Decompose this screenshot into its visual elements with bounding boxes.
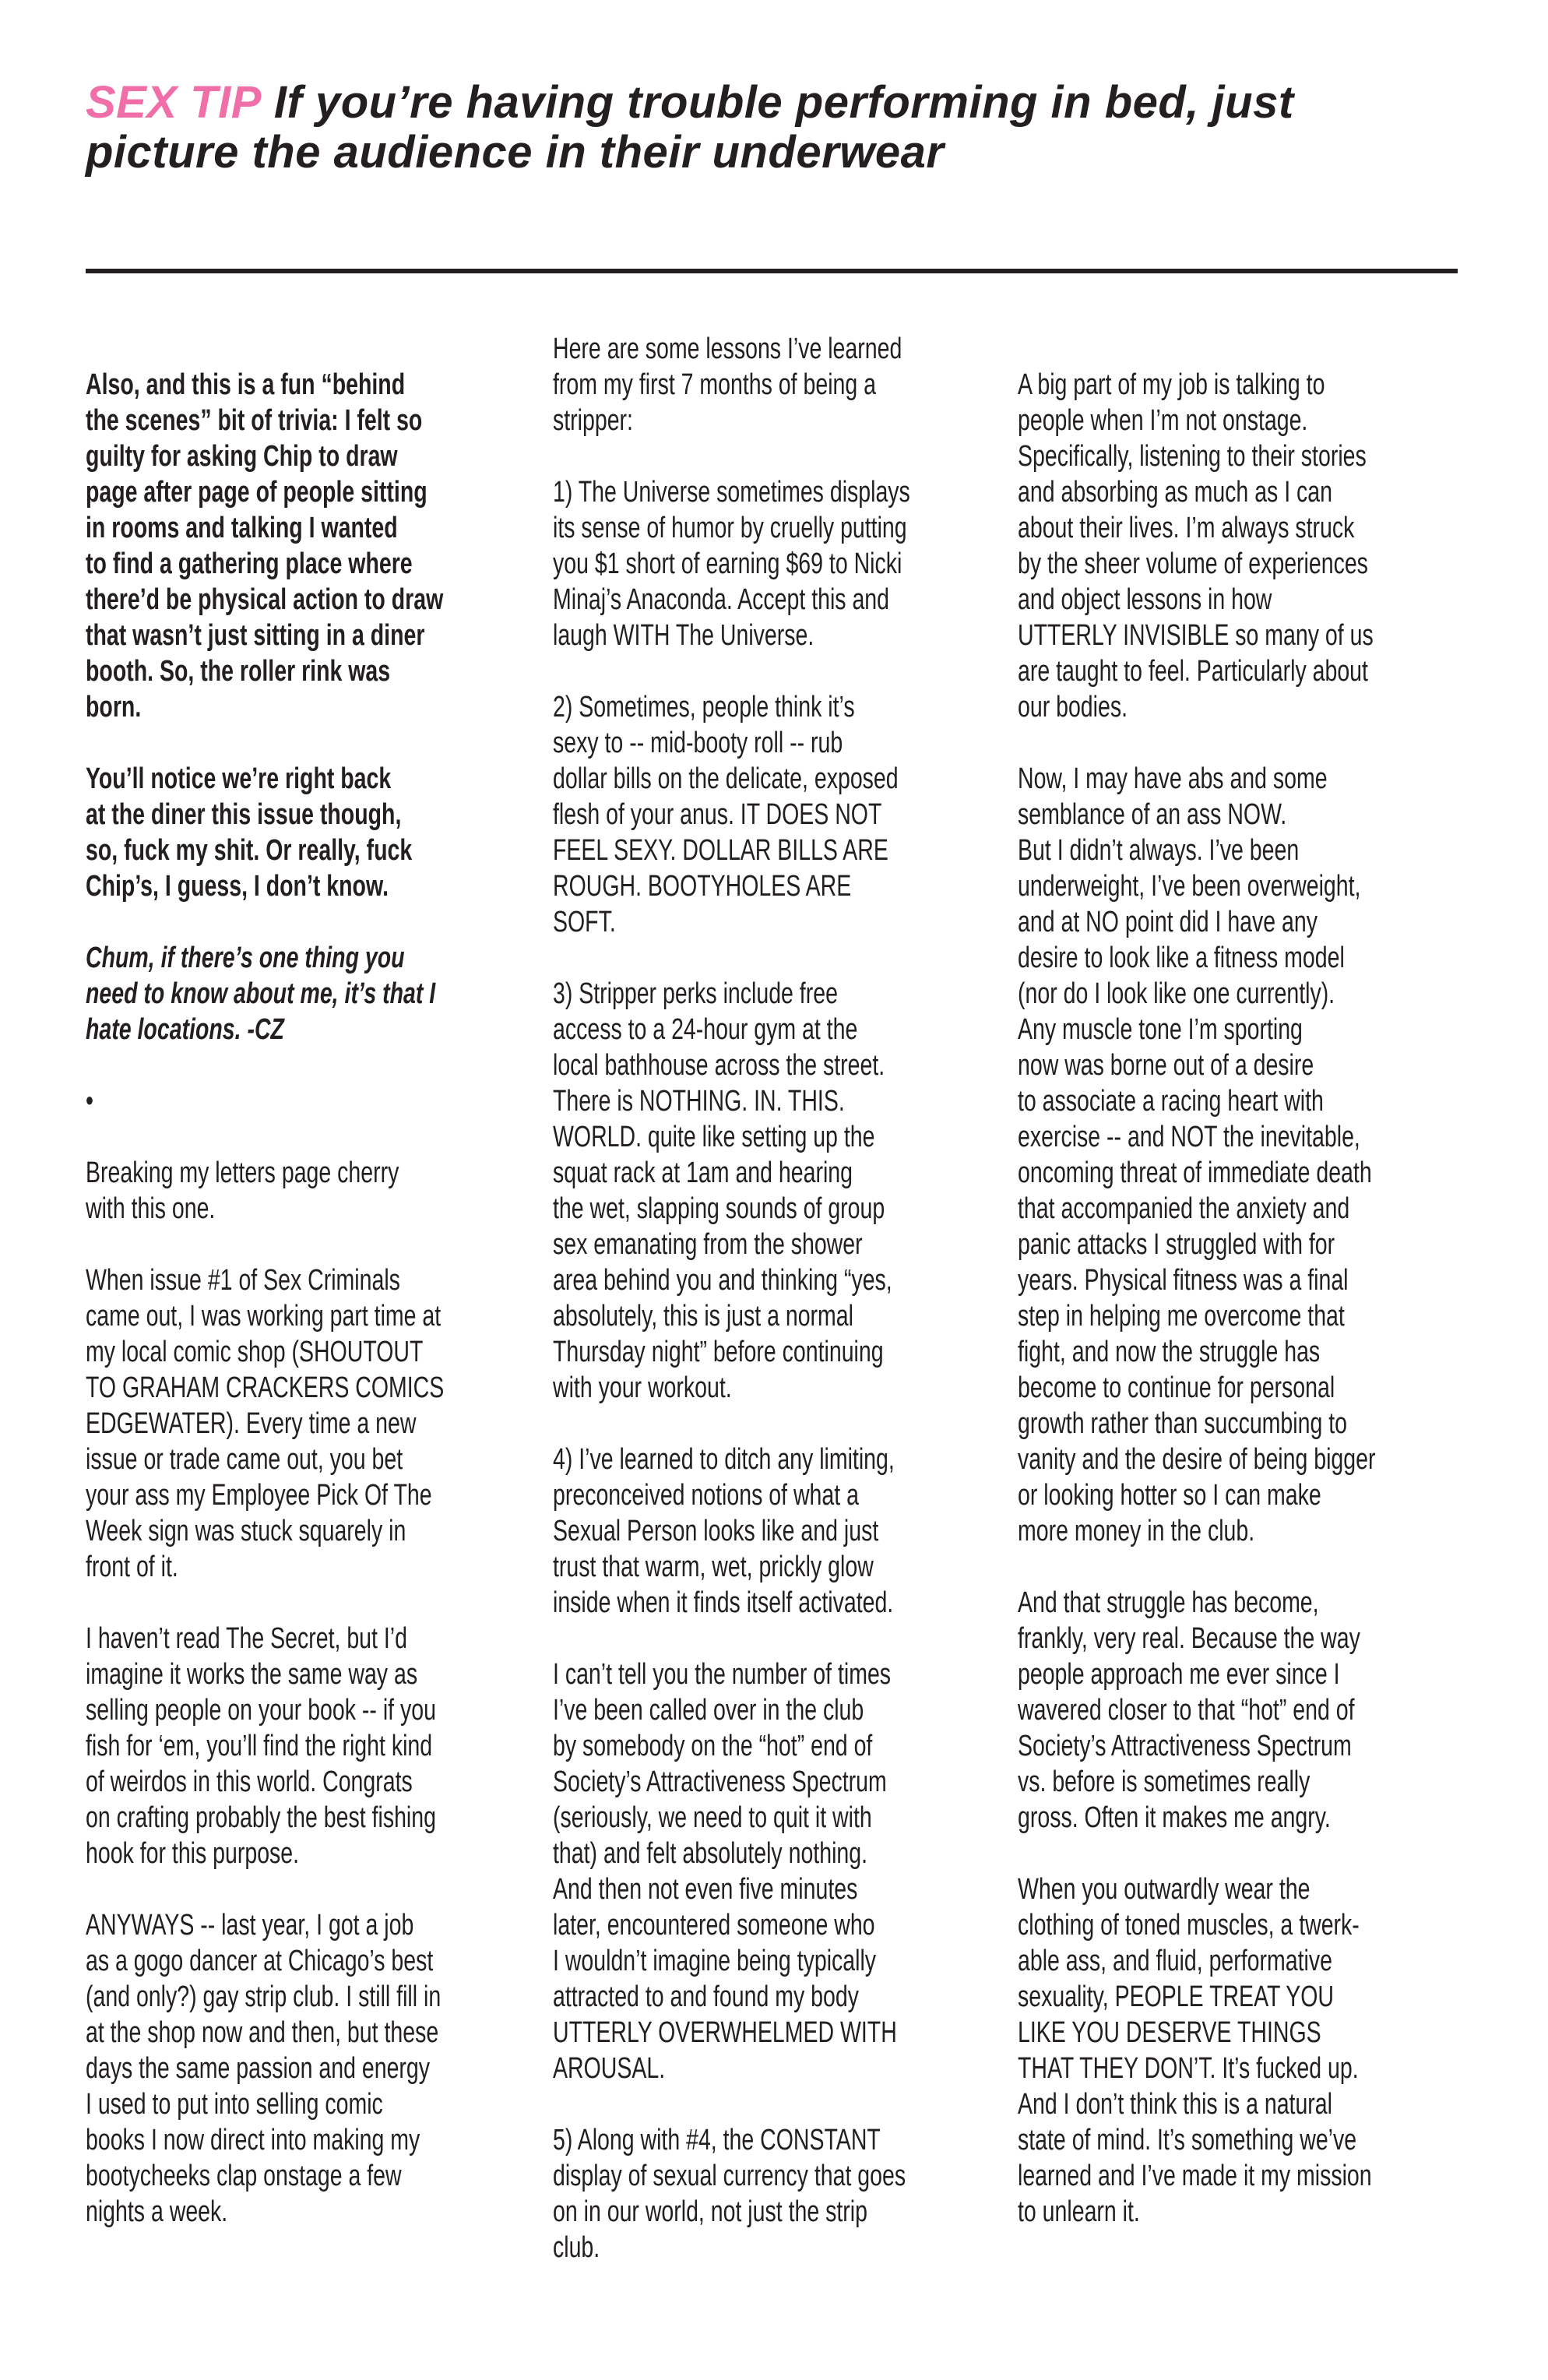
text-line: to associate a racing heart with [1018, 1085, 1324, 1118]
paragraph [86, 1262, 529, 1585]
text-line: stripper: [553, 404, 633, 437]
text-line: Society’s Attractiveness Spectrum [1018, 1730, 1352, 1762]
text-line: born. [86, 691, 142, 724]
text-line: about their lives. I’m always struck [1018, 512, 1355, 544]
text-line: oncoming threat of immediate death [1018, 1157, 1372, 1189]
text-line: from my first 7 months of being a [553, 368, 876, 401]
column-1 [86, 367, 529, 2230]
text-line: nights a week. [86, 2195, 228, 2228]
text-line: gross. Often it makes me angry. [1018, 1801, 1331, 1834]
paragraph [553, 474, 997, 653]
text-line: Also, and this is a fun “behind [86, 368, 406, 401]
text-line: You’ll notice we’re right back [86, 762, 392, 795]
text-line: 5) Along with #4, the CONSTANT [553, 2124, 881, 2156]
text-line: I wouldn’t imagine being typically [553, 1945, 877, 1977]
text-line: hook for this purpose. [86, 1837, 300, 1870]
text-line: squat rack at 1am and hearing [553, 1157, 853, 1189]
paragraph [1018, 1585, 1462, 1836]
paragraph [86, 940, 529, 1047]
paragraph [86, 1083, 529, 1119]
text-line: came out, I was working part time at [86, 1300, 442, 1333]
text-line: people approach me ever since I [1018, 1658, 1340, 1691]
text-line: Week sign was stuck squarely in [86, 1515, 406, 1547]
text-line: panic attacks I struggled with for [1018, 1228, 1335, 1261]
text-line: at the shop now and then, but these [86, 2016, 439, 2049]
sex-tip-text-line2: picture the audience in their underwear [86, 127, 945, 178]
text-line: hate locations. -CZ [86, 1013, 284, 1046]
paragraph [86, 1907, 529, 2230]
text-line: so, fuck my shit. Or really, fuck [86, 834, 413, 867]
text-line: on crafting probably the best fishing [86, 1801, 436, 1834]
text-line: • [86, 1085, 93, 1118]
text-line: club. [553, 2231, 600, 2264]
text-line: preconceived notions of what a [553, 1479, 859, 1512]
text-line: bootycheeks clap onstage a few [86, 2160, 402, 2192]
text-line: days the same passion and energy [86, 2052, 431, 2085]
text-line: of weirdos in this world. Congrats [86, 1766, 413, 1798]
text-line: UTTERLY INVISIBLE so many of us [1018, 619, 1374, 652]
text-line: 4) I’ve learned to ditch any limiting, [553, 1443, 895, 1476]
text-line: And then not even five minutes [553, 1873, 858, 1906]
text-line: front of it. [86, 1551, 178, 1583]
text-line: Thursday night” before continuing [553, 1336, 884, 1368]
text-line: at the diner this issue though, [86, 798, 402, 831]
text-line: are taught to feel. Particularly about [1018, 655, 1368, 688]
text-line: Now, I may have abs and some [1018, 762, 1328, 795]
text-line: or looking hotter so I can make [1018, 1479, 1321, 1512]
text-line: Here are some lessons I’ve learned [553, 333, 902, 365]
text-line: I can’t tell you the number of times [553, 1658, 892, 1691]
text-line: now was borne out of a desire [1018, 1049, 1314, 1082]
text-line: 1) The Universe sometimes displays [553, 476, 910, 509]
text-line: flesh of your anus. IT DOES NOT [553, 798, 882, 831]
text-line: TO GRAHAM CRACKERS COMICS [86, 1371, 445, 1404]
text-line: absolutely, this is just a normal [553, 1300, 853, 1333]
text-line: THAT THEY DON’T. It’s fucked up. [1018, 2052, 1359, 2085]
text-line: inside when it finds itself activated. [553, 1586, 894, 1619]
text-line: people when I’m not onstage. [1018, 404, 1308, 437]
text-line: issue or trade came out, you bet [86, 1443, 403, 1476]
text-line: LIKE YOU DESERVE THINGS [1018, 2016, 1321, 2049]
text-line: guilty for asking Chip to draw [86, 440, 398, 473]
text-line: fish for ‘em, you’ll find the right kind [86, 1730, 433, 1762]
text-line: desire to look like a fitness model [1018, 942, 1345, 974]
text-line: booth. So, the roller rink was [86, 655, 391, 688]
text-line: I haven’t read The Secret, but I’d [86, 1622, 407, 1655]
text-line: frankly, very real. Because the way [1018, 1622, 1360, 1655]
text-line: your ass my Employee Pick Of The [86, 1479, 432, 1512]
text-line: with this one. [86, 1192, 216, 1225]
text-line: state of mind. It’s something we’ve [1018, 2124, 1357, 2156]
text-line: that) and felt absolutely nothing. [553, 1837, 868, 1870]
text-line: imagine it works the same way as [86, 1658, 418, 1691]
text-line: in rooms and talking I wanted [86, 512, 398, 544]
text-line: page after page of people sitting [86, 476, 427, 509]
text-line: and at NO point did I have any [1018, 906, 1318, 938]
text-line: fight, and now the struggle has [1018, 1336, 1321, 1368]
text-line: the scenes” bit of trivia: I felt so [86, 404, 423, 437]
text-line: And that struggle has become, [1018, 1586, 1319, 1619]
text-line: Sexual Person looks like and just [553, 1515, 879, 1547]
text-line: our bodies. [1018, 691, 1128, 724]
text-line: as a gogo dancer at Chicago’s best [86, 1945, 434, 1977]
text-line: There is NOTHING. IN. THIS. [553, 1085, 845, 1118]
text-line: EDGEWATER). Every time a new [86, 1407, 417, 1440]
page-header [86, 78, 1294, 178]
text-line: you $1 short of earning $69 to Nicki [553, 547, 902, 580]
text-line: the wet, slapping sounds of group [553, 1192, 885, 1225]
text-line: step in helping me overcome that [1018, 1300, 1345, 1333]
paragraph [553, 1442, 997, 1621]
paragraph [1018, 367, 1462, 725]
text-line: more money in the club. [1018, 1515, 1255, 1547]
text-line: Any muscle tone I’m sporting [1018, 1013, 1303, 1046]
text-line: And I don’t think this is a natural [1018, 2088, 1332, 2121]
text-line: Chum, if there’s one thing you [86, 942, 405, 974]
paragraph [86, 1621, 529, 1871]
text-line: later, encountered someone who [553, 1909, 875, 1942]
text-line: selling people on your book -- if you [86, 1694, 436, 1727]
text-line: there’d be physical action to draw [86, 583, 444, 616]
text-line: area behind you and thinking “yes, [553, 1264, 892, 1297]
text-line: exercise -- and NOT the inevitable, [1018, 1121, 1360, 1153]
text-line: by the sheer volume of experiences [1018, 547, 1368, 580]
text-line: (and only?) gay strip club. I still fill in [86, 1980, 442, 2013]
text-line: by somebody on the “hot” end of [553, 1730, 873, 1762]
paragraph [86, 761, 529, 904]
text-line: become to continue for personal [1018, 1371, 1335, 1404]
text-line: and object lessons in how [1018, 583, 1272, 616]
text-line: underweight, I’ve been overweight, [1018, 870, 1361, 903]
text-line: sexy to -- mid-booty roll -- rub [553, 727, 843, 759]
text-line: AROUSAL. [553, 2052, 666, 2085]
text-line: UTTERLY OVERWHELMED WITH [553, 2016, 897, 2049]
text-line: display of sexual currency that goes [553, 2160, 906, 2192]
paragraph [86, 367, 529, 725]
text-line: 3) Stripper perks include free [553, 977, 838, 1010]
paragraph [553, 331, 997, 438]
column-3 [1018, 367, 1462, 2230]
text-line: access to a 24-hour gym at the [553, 1013, 858, 1046]
text-line: clothing of toned muscles, a twerk- [1018, 1909, 1360, 1942]
text-line: sex emanating from the shower [553, 1228, 863, 1261]
text-line: on in our world, not just the strip [553, 2195, 867, 2228]
text-line: that accompanied the anxiety and [1018, 1192, 1350, 1225]
text-line: growth rather than succumbing to [1018, 1407, 1347, 1440]
text-line: laugh WITH The Universe. [553, 619, 814, 652]
text-line: (nor do I look like one currently). [1018, 977, 1335, 1010]
text-line: dollar bills on the delicate, exposed [553, 762, 899, 795]
text-line: trust that warm, wet, prickly glow [553, 1551, 874, 1583]
text-line: A big part of my job is talking to [1018, 368, 1325, 401]
text-line: Chip’s, I guess, I don’t know. [86, 870, 389, 903]
text-line: semblance of an ass NOW. [1018, 798, 1287, 831]
text-line: with your workout. [553, 1371, 732, 1404]
text-line: wavered closer to that “hot” end of [1018, 1694, 1355, 1727]
text-line: need to know about me, it’s that I [86, 977, 436, 1010]
paragraph [553, 689, 997, 940]
text-line: I’ve been called over in the club [553, 1694, 864, 1727]
text-line: vs. before is sometimes really [1018, 1766, 1311, 1798]
sex-tip-text-line1: If you’re having trouble performing in bed, just [273, 77, 1294, 128]
paragraph [1018, 761, 1462, 1549]
text-line: 2) Sometimes, people think it’s [553, 691, 855, 724]
text-line: that wasn’t just sitting in a diner [86, 619, 425, 652]
sex-tip-label: SEX TIP [86, 77, 262, 128]
paragraph [1018, 1871, 1462, 2230]
text-line: years. Physical fitness was a final [1018, 1264, 1349, 1297]
column-2 [553, 331, 997, 2266]
text-line: FEEL SEXY. DOLLAR BILLS ARE [553, 834, 888, 867]
text-line: Society’s Attractiveness Spectrum [553, 1766, 887, 1798]
text-line: ROUGH. BOOTYHOLES ARE [553, 870, 852, 903]
text-line: (seriously, we need to quit it with [553, 1801, 872, 1834]
text-line: vanity and the desire of being bigger [1018, 1443, 1376, 1476]
text-line: to unlearn it. [1018, 2195, 1140, 2228]
text-line: and absorbing as much as I can [1018, 476, 1333, 509]
text-line: attracted to and found my body [553, 1980, 859, 2013]
text-line: to find a gathering place where [86, 547, 413, 580]
text-line: Minaj’s Anaconda. Accept this and [553, 583, 890, 616]
paragraph [553, 976, 997, 1406]
text-line: books I now direct into making my [86, 2124, 420, 2156]
text-line: local bathhouse across the street. [553, 1049, 885, 1082]
text-line: my local comic shop (SHOUTOUT [86, 1336, 424, 1368]
text-line: Specifically, listening to their stories [1018, 440, 1367, 473]
divider-rule [86, 269, 1458, 273]
paragraph [86, 1155, 529, 1227]
text-line: ANYWAYS -- last year, I got a job [86, 1909, 414, 1942]
text-line: When you outwardly wear the [1018, 1873, 1311, 1906]
paragraph [553, 1656, 997, 2086]
paragraph [553, 2122, 997, 2266]
text-line: WORLD. quite like setting up the [553, 1121, 875, 1153]
text-line: learned and I’ve made it my mission [1018, 2160, 1372, 2192]
text-line: able ass, and fluid, performative [1018, 1945, 1332, 1977]
text-line: Breaking my letters page cherry [86, 1157, 399, 1189]
sex-tip-headline-line1 [86, 78, 1294, 128]
text-line: But I didn’t always. I’ve been [1018, 834, 1300, 867]
text-line: When issue #1 of Sex Criminals [86, 1264, 400, 1297]
text-line: sexuality, PEOPLE TREAT YOU [1018, 1980, 1335, 2013]
text-line: its sense of humor by cruelly putting [553, 512, 907, 544]
text-line: I used to put into selling comic [86, 2088, 383, 2121]
text-line: SOFT. [553, 906, 616, 938]
